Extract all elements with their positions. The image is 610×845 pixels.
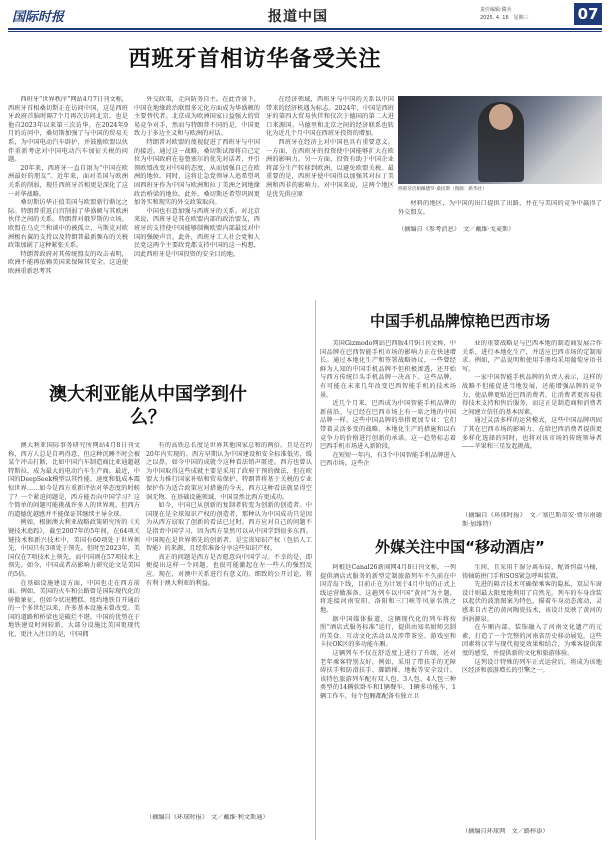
header-meta [480, 6, 529, 22]
phone-source-text: （摘编自《环球时报》 文／塞巴斯蒂安·费尔南德斯·加维特） [462, 512, 602, 528]
spain-source-text: （摘编自《参考消息》 文／戴维·戈麦斯） [398, 226, 515, 233]
headline-australia: 澳大利亚能从中国学到什么？ [49, 384, 247, 428]
paragraph: 这列设计特殊的列车正式运营后，将成为该地区经济和旅游增长的引擎之一。 [462, 658, 602, 675]
spain-column-2 [134, 96, 260, 326]
paragraph: 业的重要战略是与巴西本地的制造商发展合作关系，进行本地化生产，并适应巴西市场的定制需求。例如，产品说明和使用手册均采用葡萄牙语书写。 [462, 340, 602, 373]
australia-column-2 [146, 442, 312, 814]
paragraph: 美国Gizmodo网站巴西版4月9日刊文称，中国品牌在巴西智能手机市场的影响力正在快速增长。通过本地化生产和签署战略协议，一些曾经鲜为人知的中国手机品牌不但积极渗透，还开始与西方传统巨头手机品牌一决高下。这些品牌，有可能在未来几年改变巴西智能手机的技术场景。 [320, 340, 456, 399]
phone-column-2 [462, 340, 602, 510]
spain-source [398, 226, 602, 246]
header-rule [8, 28, 602, 30]
header-rule-thin [8, 31, 602, 32]
paragraph: 例如，根据澳大利亚战略政策研究所的《关键技术追踪》，截至2007年的5年间，在64项关键技术和新兴技术中，美国有60项处于世界领先，中国只有3项处于领先。但时至2023年，美国仅在7项技术上领先，而中国则在57项技术上领先。如今，中国或者高影响力研究论文是美国的5倍。 [8, 519, 140, 578]
australia-source [146, 814, 312, 838]
paragraph: 据中国媒体报道，这辆现代化的列车将按照“酒店式服务标准”运行，提供由知名厨师烹制的美食、互动文化活动以及涉带茶室、游戏室和卡拉OK区的多功能车厢。 [320, 615, 456, 649]
paragraph: 澳大利亚国际事务研究所网站4月8日刊文称，西方人总是自鸣得意，但这种沉睡不时会被某个冲击打断，比如中国汽车制造商比亚迪超越特斯拉，成为最大的电动汽车生产商。最近，中国的DeepSeek模型以其性能、速度和低成本震惊世界……如今是西方重新评估对华态度的时候了？一个紧迫问题是，西方能否向中国学习？这个简单的问题可能挑战许多人的世界观，但西方的道德优越感并不能保证其继续主导全球。 [8, 442, 140, 518]
paragraph: 如今，中国已从创新的复制者转变为创新的创造者。中国现在是全球知识产权的创造者，那种认为中国成功只是因为从西方窃取了创新的看法已过时。西方应对自己的问题不是指责中国学习，因为西方显然可以从中国学到很多东西。中国现在是世界领先的创新者，是宝贵知识产权（包括人工智能）的来源，且经常准备分享这些知识产权。 [146, 502, 312, 553]
headline-mobile-hotel: 外媒关注中国“移动酒店” [375, 538, 545, 556]
paragraph: 生间，且采用干湿分离布局，配备恒温马桶，铸轴防拼门手和SOS紧急呼叫装置。 [462, 564, 602, 580]
paragraph: 先进的隔音技术可确保乘客的隐私，双层车窗设计则最大限度地利用了自然光。列车的车身涂装以起伏的波浪图案为特色，描着车身动态流动，灵感来自古老的黄河陶瓷技术，该设计反映了黄河的涓涓源泉。 [462, 581, 602, 623]
column-divider [315, 300, 316, 840]
paragraph: 阿根廷Canal26新闻网4月8日刊文称，一列提供酒店式服务的新型定制旅游列车不久前在中国青岛下线，目前正在为计划于4月中旬的正式上线运营做准备。这趟列车以中国“黄河”为主题，将连接河南安阳、洛阳和三门峡等风景名胜之地。 [320, 564, 456, 614]
spain-column-1 [8, 96, 128, 366]
paragraph: 在基础设施建设方面，中国也走在西方前面。例如，美国的火车和公路曾是国际现代化的骄傲象征，但如今状况糟糕。纽约地铁自开通后的一个多世纪以来，许多基本设施未曾改变。美国的道路和桥梁也是破烂不堪。中国的优势在于地铁建设时间较新，大部分设施比美国更现代化，更注入注目的是，中国拥 [8, 579, 140, 639]
hotel-column-2 [462, 564, 602, 826]
headline-phone-brands: 中国手机品牌惊艳巴西市场 [369, 312, 550, 330]
paragraph: 在短短一年内，有3个中国智能手机品牌进入巴西市场。这些企 [320, 451, 456, 468]
paragraph: 桑切斯访华正值美国与欧盟新行渐远之际。特朗普重返白宫削弱了华盛顿与其欧洲伙伴之间的关系。特朗普对俄罗斯的立场、欧盟在乌克兰和谈中的被孤立、马斯克对欧洲极右翼的支持以及特朗普最新频布的关税政策加剧了这种紧张关系。 [8, 199, 128, 250]
hotel-column-1 [320, 564, 456, 840]
editor-credit: 责任编辑:隋兵 [480, 7, 512, 13]
hotel-source-text: （摘编自环球网 文／路梓添） [462, 828, 549, 835]
paragraph: 西班牙“世界秩序”网站4月7日刊文称，西班牙首相桑切斯正在访问中国，这是西班牙政府首脑时隔7个月再次访问北京，也是他自2023年以来第三次访华。在2024年9月的访问中，桑切斯加强了与中国的贸易关系，为中国电动汽车辟护，并鼓励欧盟以伙伴重新考虑对中国电动汽车加征关税的问题。 [8, 96, 128, 164]
australia-column-1 [8, 442, 140, 840]
photo-caption: 西班牙首相佩德罗·桑切斯（图源：新华社） [398, 187, 487, 192]
paragraph: 外交政策，走向防务自主。在此背景下，中国在地缘政治联盟多元化方面成为华盛顿的主要替代者。北京成为欧洲国家日益强大的贸易竞争对手，然而与特朗普不同的是，中国更致力于多边主义和与欧洲的对话。 [134, 96, 260, 138]
paragraph: 特朗普政府对其传统盟友的攻击表明，欧洲不能再依赖美国来保障其安全。这迫使欧洲重新思考其 [8, 250, 128, 275]
page-number: 07 [574, 3, 602, 25]
spain-column-3 [266, 96, 394, 302]
section-title: 报道中国 [268, 9, 328, 25]
paragraph: 在经济领域，西班牙与中国的关系以中国带来的经济机遇为标志。2024年，中国是西班牙的第四大贸易伙伴和仅次于德国的第二大进口来源国。马德里和北京之间的经济联系也转化为近几个月中国在西班牙投资的增加。 [266, 96, 394, 138]
australia-source-text: （摘编自《环球时报》 文／戴维·利文斯通） [146, 814, 269, 821]
paragraph: 这辆列车不仅在舒适度上进行了升级，还对老年乘客特别友好，例如，采用了带扶手的无障碍扶手和防滑扶手、脚踏梯、地板等安全设计。该特色旅游列车配有双人包、3人包、4人包三种类型的14辆软卧车和1辆餐车、1辆多功能车、1辆工作车，每个包厢都配备有独立卫 [320, 649, 456, 700]
paragraph: 中国也有意加强与西班牙的关系。对北京来说，西班牙是其在欧盟内部的政治盟友，西班牙的支持使中国能够制衡欧盟内部最反对中国的强硬声音。此外，西班牙工人社会党和人民党这两个主要政党都支持中国的这一构想，因此西班牙是中国投资的安全目的地。 [134, 207, 260, 258]
paragraph: 有的高铁总长度是世界其他国家总和的两倍。且是在约20年内实现的。西方早期认为中国建设和安全标准低劣，缓之以鼻，如今中国的成就令这种看法销声匿迹。西方也曾认为中国取得这些成就主要是采用了政府干预的做法，但在欧盟大力推行国家补贴和贸易保护、特朗普将基于关税的专业保护作为适合政策应对措施的今天，西方这种看法就显得空洞无物。在基础设施领域，中国显然比西方更成功。 [146, 442, 312, 501]
paragraph: 20年来，西班牙一直自诩为“中国在欧洲最好的朋友”。近年来，面对美国与欧洲关系的削弱，现任西班牙首相更是深化了这一对华战略。 [8, 164, 128, 198]
masthead-logo: 国际时报 [12, 10, 65, 25]
paragraph: 材料的地区，为中国的出口提供了出路，并在与美国的竞争中赢得了外交盟友。 [398, 200, 602, 216]
paragraph: 在车厢内部，装饰融入了河南文化遗产的元素，打造了一个完整的河南省历史移动展览。这些因素将汉字与现代视觉效果相结合，为乘客提供深度的感受，并提供新的文化和旅游体验。 [462, 624, 602, 657]
headline-spain: 西班牙首相访华备受关注 [128, 47, 382, 72]
paragraph: 西班牙在经济上对中国也具有重要意义。一方面，在西班牙的投资使中国能够扩大在欧洲的影响力。另一方面，投资有助于中国企业将部分生产转移到欧洲，以避免欧盟关税。最重要的是，西班牙使中国得以加强其对拉丁美洲和西非的影响力。对中国来说，这两个地区是优先供应原 [266, 138, 394, 198]
paragraph: 真正的问题是西方是否愿意向中国学习。不幸的是，即便提出这样一个问题，也很可能激起在左一些人的强烈反应。现在，对澳中关系进行有意义的、细致的公开讨论，将有利于澳大利亚的利益。 [146, 553, 312, 587]
phone-column-1 [320, 340, 456, 530]
photo-person-face [489, 104, 513, 130]
paragraph: 一家中国智能手机品牌的负责人表示，这样的战略不但能促进当地发展，还能增强品牌的竞争力，使品牌更贴近巴西消费者，让消费者更容易获得技术支持和售后服务，而这正是制造商和消费者之间建立信任的基本因素。 [462, 374, 602, 416]
paragraph: 特朗普对欧盟的蔑视促进了西班牙与中国的接近。通过这一战略，桑切斯试图将自己定位为中国政府在卷鲁塞尔的优先对话者，并引领欧盟改变对中国的态度，从而加强自己在欧洲的地位。同时，这将让急党领导人追希望巩固西班牙作为中国与欧洲和拉丁美洲之间地缘政治桥梁的地位。此外，桑切斯还希望巩固更加务实和现实的外交政策取向。 [134, 138, 260, 207]
paragraph: 近几个月来，巴西成为中国智能手机品牌的新前沿。与已经在巴西市场上有一席之地的中国品牌一样，这些中国品牌的举措更加专业：它们带着灵活多变的战略、本地化生产的措施和以有竞争力的价格进行创新的承诺。这一趋势标志着巴西手机市场进入新阶段。 [320, 400, 456, 451]
hotel-source [462, 828, 602, 840]
phone-source [462, 512, 602, 534]
paragraph: 通过灵活多样的运营模式，这些中国品牌巩固了其在巴西市场的影响力，在给巴西消费者提供更多样化选择的同时，也将对该市场的传统领导者——苹果和三星发起挑战。 [462, 417, 602, 451]
issue-date: 2025. 4. 16 星期三 [480, 15, 529, 21]
